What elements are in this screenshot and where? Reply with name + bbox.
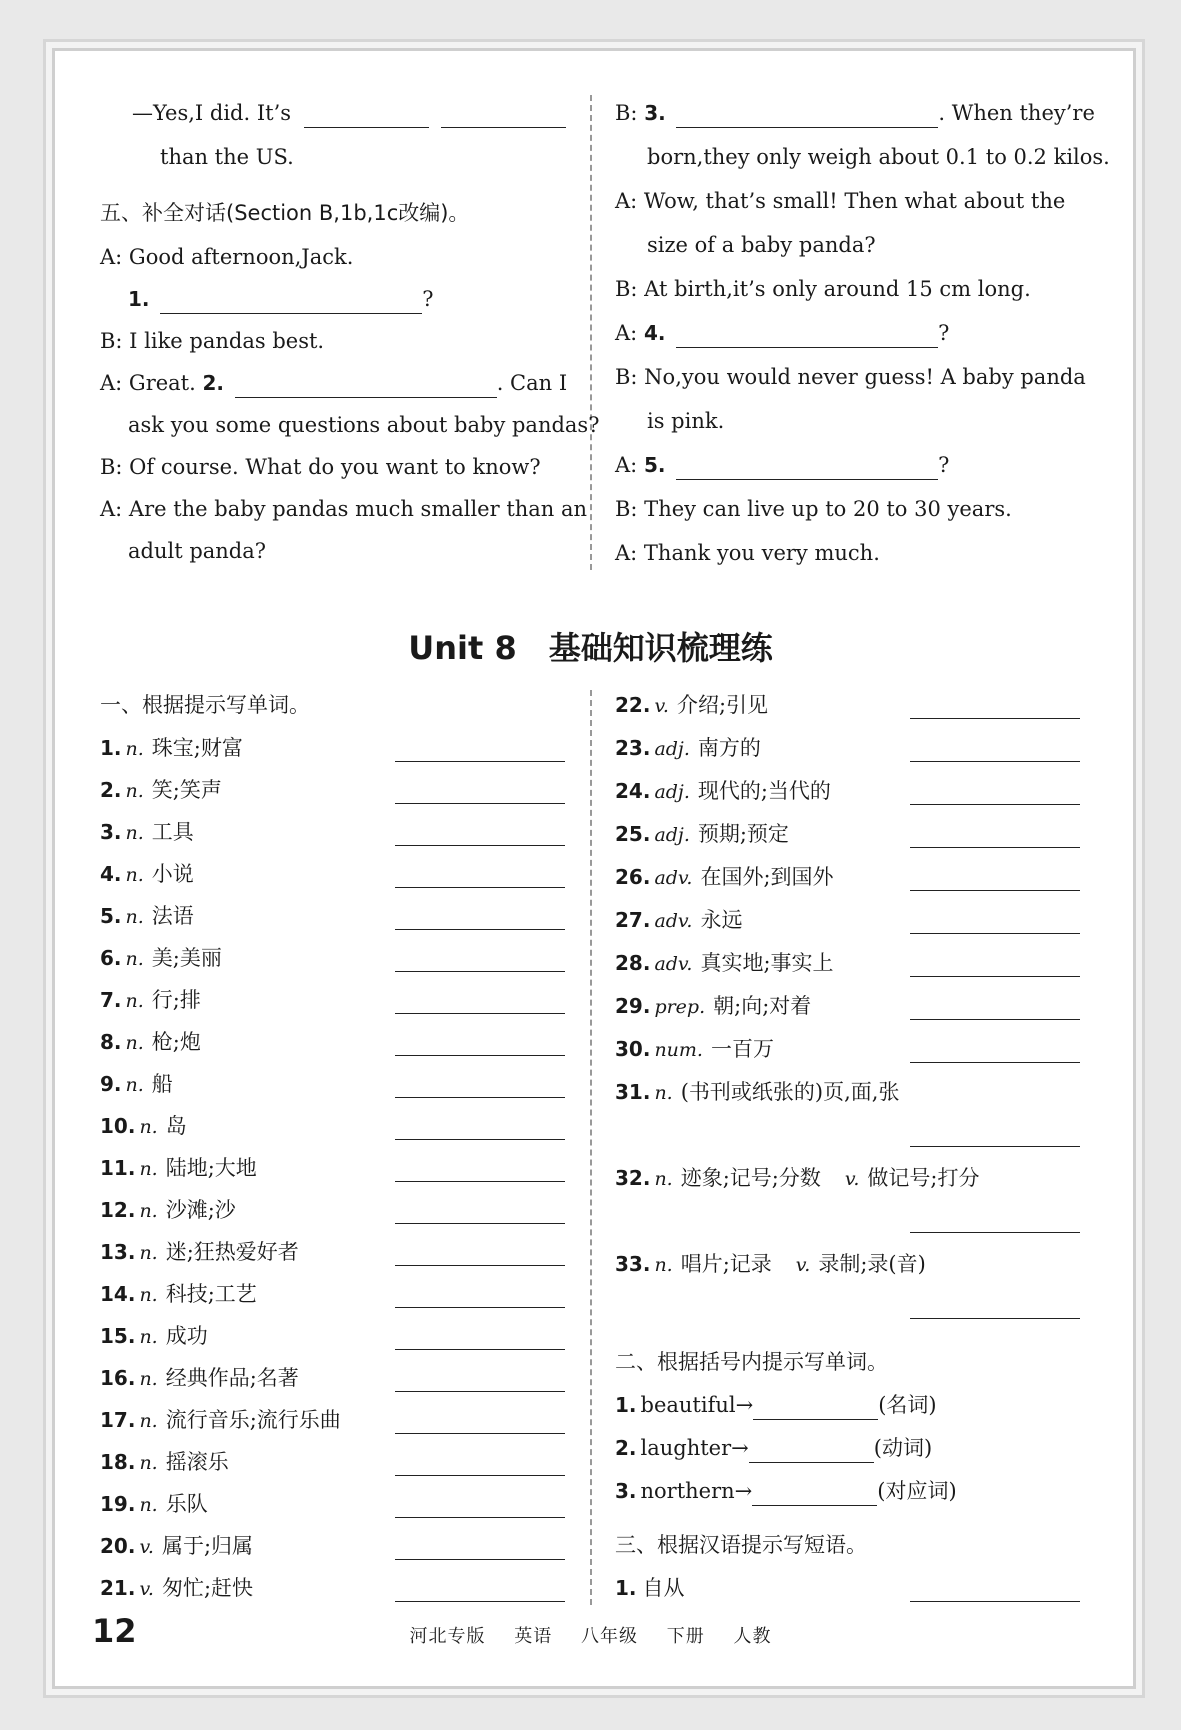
part-of-speech: n. bbox=[125, 822, 144, 844]
item-meaning: 预期;预定 bbox=[697, 822, 789, 846]
item-meaning: 摇滚乐 bbox=[165, 1450, 229, 1474]
part-of-speech: adv. bbox=[654, 867, 693, 889]
part-of-speech: n. bbox=[125, 948, 144, 970]
item-number: 2. bbox=[100, 778, 122, 802]
vocab-item bbox=[100, 1111, 565, 1141]
answer-blank[interactable] bbox=[395, 819, 565, 846]
part-of-speech-2: v. bbox=[795, 1254, 811, 1276]
dialogue-line bbox=[615, 274, 1080, 304]
dialogue-text: size of a baby panda? bbox=[647, 233, 876, 257]
item-number: 29. bbox=[615, 994, 651, 1018]
item-number: 20. bbox=[100, 1534, 136, 1558]
item-number: 18. bbox=[100, 1450, 136, 1474]
dialogue-line bbox=[615, 318, 1080, 348]
answer-blank[interactable] bbox=[910, 950, 1080, 977]
part-of-speech: v. bbox=[139, 1578, 154, 1600]
answer-blank[interactable] bbox=[910, 864, 1080, 891]
answer-blank[interactable] bbox=[395, 1323, 565, 1350]
dialogue-line bbox=[100, 368, 568, 398]
item-number: 33. bbox=[615, 1252, 651, 1276]
item-number: 27. bbox=[615, 908, 651, 932]
item-number: 3. bbox=[615, 1479, 637, 1503]
vocab-item bbox=[615, 1077, 1080, 1107]
vocab-item bbox=[100, 943, 565, 973]
dialogue-line bbox=[615, 362, 1086, 392]
item-number: 19. bbox=[100, 1492, 136, 1516]
item-meaning: 工具 bbox=[151, 820, 194, 844]
answer-blank[interactable] bbox=[441, 105, 566, 128]
vocab-item bbox=[100, 1573, 565, 1603]
dialogue-text: B: At birth,it’s only around 15 cm long. bbox=[615, 277, 1031, 301]
part-of-speech: n. bbox=[139, 1410, 158, 1432]
item-number: 21. bbox=[100, 1576, 136, 1600]
answer-blank[interactable] bbox=[395, 1197, 565, 1224]
vocab-item bbox=[100, 1279, 565, 1309]
word-form-item bbox=[615, 1476, 1080, 1506]
item-number: 6. bbox=[100, 946, 122, 970]
answer-blank[interactable] bbox=[910, 692, 1080, 719]
answer-blank[interactable] bbox=[910, 1292, 1080, 1319]
item-meaning: 小说 bbox=[151, 862, 194, 886]
part-of-speech: adj. bbox=[654, 738, 690, 760]
word-form-hint: (动词) bbox=[873, 1436, 933, 1460]
footer-publisher: 人教 bbox=[733, 1626, 772, 1647]
dialogue-line bbox=[100, 452, 565, 482]
dialogue-text: A: bbox=[615, 321, 638, 345]
question-number: 5. bbox=[643, 453, 666, 477]
part-of-speech: prep. bbox=[654, 996, 706, 1018]
dialogue-text: B: No,you would never guess! A baby panda bbox=[615, 365, 1086, 389]
word-form-item bbox=[615, 1433, 1080, 1463]
dialogue-line bbox=[615, 186, 1080, 216]
answer-blank[interactable] bbox=[395, 1407, 565, 1434]
item-meaning: 在国外;到国外 bbox=[700, 865, 834, 889]
vocab-item bbox=[615, 819, 1080, 849]
item-number: 1. bbox=[100, 736, 122, 760]
answer-blank[interactable] bbox=[304, 105, 429, 128]
answer-blank[interactable] bbox=[910, 993, 1080, 1020]
part-of-speech: adv. bbox=[654, 953, 693, 975]
item-number: 1. bbox=[615, 1393, 637, 1417]
answer-blank[interactable] bbox=[910, 1120, 1080, 1147]
item-meaning: 现代的;当代的 bbox=[697, 779, 831, 803]
item-number: 10. bbox=[100, 1114, 136, 1138]
dialogue-line bbox=[615, 230, 1112, 260]
item-meaning: 沙滩;沙 bbox=[165, 1198, 236, 1222]
dialogue-line bbox=[615, 142, 1112, 172]
dialogue-text: ? bbox=[938, 453, 950, 477]
answer-blank[interactable] bbox=[910, 1575, 1080, 1602]
item-number: 8. bbox=[100, 1030, 122, 1054]
vocab-item bbox=[615, 948, 1080, 978]
dialogue-text: adult panda? bbox=[128, 539, 267, 563]
dialogue-line bbox=[100, 242, 565, 272]
item-number: 3. bbox=[100, 820, 122, 844]
word-form-hint: (名词) bbox=[878, 1393, 937, 1417]
item-number: 15. bbox=[100, 1324, 136, 1348]
dialogue-text: . Can I bbox=[496, 371, 568, 395]
answer-blank[interactable] bbox=[395, 1071, 565, 1098]
item-number: 7. bbox=[100, 988, 122, 1012]
vocab-item bbox=[615, 1249, 1080, 1279]
item-meaning: 行;排 bbox=[151, 988, 201, 1012]
question-number: 3. bbox=[644, 101, 666, 125]
footer-subject: 英语 bbox=[514, 1626, 553, 1647]
vocab-item bbox=[100, 775, 565, 805]
answer-blank[interactable] bbox=[395, 1365, 565, 1392]
dialogue-text: ? bbox=[938, 321, 950, 345]
answer-blank-5[interactable] bbox=[676, 457, 938, 480]
page-number: 12 bbox=[92, 1612, 137, 1650]
footer-grade: 八年级 bbox=[581, 1626, 638, 1647]
answer-blank[interactable] bbox=[395, 1029, 565, 1056]
item-meaning: 迹象;记号;分数 bbox=[680, 1166, 821, 1190]
vocab-item bbox=[615, 905, 1080, 935]
vocab-item bbox=[100, 1363, 565, 1393]
answer-blank[interactable] bbox=[753, 1397, 878, 1420]
part-of-speech: v. bbox=[139, 1536, 154, 1558]
question-number: 1. bbox=[128, 287, 150, 311]
answer-blank[interactable] bbox=[395, 903, 565, 930]
vocab-item bbox=[100, 859, 565, 889]
answer-blank[interactable] bbox=[749, 1440, 874, 1463]
part-of-speech: n. bbox=[654, 1254, 673, 1276]
item-number: 16. bbox=[100, 1366, 136, 1390]
answer-blank[interactable] bbox=[395, 1575, 565, 1602]
answer-blank[interactable] bbox=[910, 735, 1080, 762]
item-meaning: 匆忙;赶快 bbox=[161, 1576, 254, 1600]
item-number: 13. bbox=[100, 1240, 136, 1264]
vocab-item bbox=[100, 1489, 565, 1519]
phrase-hint: 自从 bbox=[642, 1576, 685, 1600]
part-of-speech: n. bbox=[125, 738, 144, 760]
item-meaning: 迷;狂热爱好者 bbox=[165, 1240, 299, 1264]
vocab-item bbox=[615, 862, 1080, 892]
part-of-speech: n. bbox=[125, 1032, 144, 1054]
dialogue-line bbox=[615, 538, 1080, 568]
part-of-speech: n. bbox=[139, 1452, 158, 1474]
dialogue-text: A: Great. bbox=[100, 371, 196, 395]
dialogue-line bbox=[100, 142, 625, 172]
part-of-speech: n. bbox=[125, 780, 144, 802]
part-of-speech: adv. bbox=[654, 910, 693, 932]
vocab-item bbox=[615, 991, 1080, 1021]
vocab-item bbox=[615, 733, 1080, 763]
section3-heading: 三、根据汉语提示写短语。 bbox=[615, 1533, 867, 1557]
dialogue-text: . When they’re bbox=[938, 101, 1095, 125]
base-word: northern→ bbox=[640, 1479, 753, 1503]
vocab-item bbox=[615, 776, 1080, 806]
item-meaning: 真实地;事实上 bbox=[700, 951, 834, 975]
vocab-item bbox=[100, 1447, 565, 1477]
vocab-item bbox=[100, 1531, 565, 1561]
part-of-speech: n. bbox=[139, 1368, 158, 1390]
item-meaning: 经典作品;名著 bbox=[165, 1366, 299, 1390]
dialogue-text: —Yes,I did. It’s bbox=[132, 101, 292, 125]
item-meaning: 流行音乐;流行乐曲 bbox=[165, 1408, 341, 1432]
dialogue-line bbox=[100, 410, 600, 440]
dialogue-text: B: bbox=[615, 101, 638, 125]
dialogue-text: ask you some questions about baby pandas? bbox=[128, 413, 600, 437]
dialogue-text: ? bbox=[422, 287, 434, 311]
answer-blank[interactable] bbox=[395, 1155, 565, 1182]
item-number: 22. bbox=[615, 693, 651, 717]
dialogue-text: B: I like pandas best. bbox=[100, 329, 325, 353]
item-meaning: 乐队 bbox=[165, 1492, 208, 1516]
answer-blank[interactable] bbox=[395, 1113, 565, 1140]
answer-blank[interactable] bbox=[395, 777, 565, 804]
vocab-item bbox=[100, 1195, 565, 1225]
item-number: 30. bbox=[615, 1037, 651, 1061]
dialogue-text: A: Wow, that’s small! Then what about the bbox=[615, 189, 1066, 213]
item-number: 28. bbox=[615, 951, 651, 975]
answer-blank[interactable] bbox=[395, 1281, 565, 1308]
answer-blank-3[interactable] bbox=[676, 105, 938, 128]
base-word: laughter→ bbox=[640, 1436, 749, 1460]
part-of-speech: num. bbox=[654, 1039, 703, 1061]
answer-blank[interactable] bbox=[910, 1206, 1080, 1233]
answer-blank-4[interactable] bbox=[676, 325, 938, 348]
item-number: 2. bbox=[615, 1436, 637, 1460]
answer-blank-1[interactable] bbox=[160, 291, 422, 314]
dialogue-text: A: bbox=[615, 453, 638, 477]
vocab-item bbox=[615, 1034, 1080, 1064]
answer-blank[interactable] bbox=[395, 1533, 565, 1560]
part-of-speech: n. bbox=[139, 1284, 158, 1306]
part-of-speech: n. bbox=[125, 906, 144, 928]
part-of-speech: v. bbox=[654, 695, 669, 717]
item-meaning: 陆地;大地 bbox=[165, 1156, 257, 1180]
item-meaning: 介绍;引见 bbox=[676, 693, 769, 717]
item-number: 32. bbox=[615, 1166, 651, 1190]
dialogue-line bbox=[615, 406, 1112, 436]
item-number: 5. bbox=[100, 904, 122, 928]
unit-title: Unit 8 基础知识梳理练 bbox=[408, 629, 773, 667]
part-of-speech: n. bbox=[139, 1158, 158, 1180]
part-of-speech: n. bbox=[139, 1116, 158, 1138]
item-number: 9. bbox=[100, 1072, 122, 1096]
part-of-speech-2: v. bbox=[844, 1168, 860, 1190]
item-number: 23. bbox=[615, 736, 651, 760]
footer-volume: 下册 bbox=[666, 1626, 705, 1647]
part-of-speech: n. bbox=[139, 1494, 158, 1516]
item-meaning-2: 录制;录(音) bbox=[818, 1252, 926, 1276]
column-divider-bottom bbox=[590, 690, 592, 1605]
dialogue-line bbox=[100, 494, 588, 524]
part-of-speech: n. bbox=[125, 864, 144, 886]
phrase-item bbox=[615, 1573, 1080, 1603]
dialogue-line bbox=[615, 98, 1095, 128]
answer-blank[interactable] bbox=[395, 1449, 565, 1476]
dialogue-text: A: Thank you very much. bbox=[615, 541, 880, 565]
item-meaning: 珠宝;财富 bbox=[151, 736, 243, 760]
part-of-speech: n. bbox=[139, 1200, 158, 1222]
vocab-item bbox=[100, 733, 565, 763]
vocab-item bbox=[100, 985, 565, 1015]
answer-blank[interactable] bbox=[395, 1239, 565, 1266]
item-meaning: 美;美丽 bbox=[151, 946, 222, 970]
item-meaning: 永远 bbox=[700, 908, 743, 932]
vocab-item bbox=[615, 690, 1080, 720]
dialogue-line bbox=[100, 536, 593, 566]
dialogue-text: A: Are the baby pandas much smaller than an bbox=[100, 497, 588, 521]
answer-blank[interactable] bbox=[910, 778, 1080, 805]
answer-blank[interactable] bbox=[395, 735, 565, 762]
item-meaning: 属于;归属 bbox=[161, 1534, 254, 1558]
item-meaning: 科技;工艺 bbox=[165, 1282, 257, 1306]
footer-info bbox=[0, 1622, 1181, 1648]
item-meaning: 一百万 bbox=[710, 1037, 774, 1061]
part-of-speech: adj. bbox=[654, 781, 690, 803]
vocab-item bbox=[100, 1237, 565, 1267]
part-of-speech: n. bbox=[125, 990, 144, 1012]
dialogue-text: is pink. bbox=[647, 409, 725, 433]
dialogue-text: A: Good afternoon,Jack. bbox=[100, 245, 354, 269]
item-number: 25. bbox=[615, 822, 651, 846]
vocab-item bbox=[100, 817, 565, 847]
section2-heading: 二、根据括号内提示写单词。 bbox=[615, 1350, 888, 1374]
part-of-speech: n. bbox=[125, 1074, 144, 1096]
footer-edition: 河北专版 bbox=[409, 1626, 486, 1647]
item-number: 12. bbox=[100, 1198, 136, 1222]
answer-blank[interactable] bbox=[395, 1491, 565, 1518]
vocab-item bbox=[615, 1163, 1080, 1193]
answer-blank[interactable] bbox=[395, 945, 565, 972]
part-of-speech: n. bbox=[139, 1242, 158, 1264]
item-number: 17. bbox=[100, 1408, 136, 1432]
answer-blank[interactable] bbox=[752, 1483, 877, 1506]
item-meaning: 法语 bbox=[151, 904, 194, 928]
dialogue-text: born,they only weigh about 0.1 to 0.2 kilos. bbox=[647, 145, 1110, 169]
item-meaning: 南方的 bbox=[697, 736, 761, 760]
item-meaning: 唱片;记录 bbox=[680, 1252, 772, 1276]
dialogue-line bbox=[100, 98, 597, 128]
answer-blank[interactable] bbox=[395, 861, 565, 888]
item-number: 31. bbox=[615, 1080, 651, 1104]
vocab-item bbox=[100, 1321, 565, 1351]
item-number: 24. bbox=[615, 779, 651, 803]
vocab-item bbox=[100, 1153, 565, 1183]
word-form-item bbox=[615, 1390, 1080, 1420]
question-number: 2. bbox=[202, 371, 224, 395]
answer-blank[interactable] bbox=[910, 1036, 1080, 1063]
part-of-speech: n. bbox=[654, 1082, 673, 1104]
dialogue-text: B: Of course. What do you want to know? bbox=[100, 455, 541, 479]
section1-heading: 一、根据提示写单词。 bbox=[100, 693, 310, 717]
dialogue-text: than the US. bbox=[160, 145, 294, 169]
item-number: 1. bbox=[615, 1576, 637, 1600]
item-number: 14. bbox=[100, 1282, 136, 1306]
item-meaning: 岛 bbox=[165, 1114, 187, 1138]
item-number: 11. bbox=[100, 1156, 136, 1180]
dialogue-text: B: They can live up to 20 to 30 years. bbox=[615, 497, 1012, 521]
answer-blank[interactable] bbox=[910, 907, 1080, 934]
part-of-speech: adj. bbox=[654, 824, 690, 846]
item-meaning: (书刊或纸张的)页,面,张 bbox=[680, 1080, 900, 1104]
item-meaning: 笑;笑声 bbox=[151, 778, 222, 802]
vocab-item bbox=[100, 1069, 565, 1099]
answer-blank[interactable] bbox=[395, 987, 565, 1014]
item-meaning: 枪;炮 bbox=[151, 1030, 201, 1054]
part-of-speech: n. bbox=[654, 1168, 673, 1190]
dialogue-line bbox=[100, 326, 565, 356]
answer-blank-2[interactable] bbox=[235, 375, 497, 398]
item-meaning-2: 做记号;打分 bbox=[867, 1166, 980, 1190]
item-number: 4. bbox=[100, 862, 122, 886]
question-number: 4. bbox=[643, 321, 666, 345]
item-number: 26. bbox=[615, 865, 651, 889]
dialogue-line bbox=[615, 494, 1080, 524]
dialogue-line bbox=[615, 450, 1080, 480]
vocab-item bbox=[100, 1027, 565, 1057]
base-word: beautiful→ bbox=[640, 1393, 754, 1417]
dialogue-line bbox=[100, 284, 593, 314]
word-form-hint: (对应词) bbox=[877, 1479, 957, 1503]
vocab-item bbox=[100, 1405, 565, 1435]
answer-blank[interactable] bbox=[910, 821, 1080, 848]
item-meaning: 成功 bbox=[165, 1324, 208, 1348]
section5-heading: 五、补全对话(Section B,1b,1c改编)。 bbox=[100, 201, 470, 225]
item-meaning: 船 bbox=[151, 1072, 173, 1096]
vocab-item bbox=[100, 901, 565, 931]
item-meaning: 朝;向;对着 bbox=[713, 994, 812, 1018]
part-of-speech: n. bbox=[139, 1326, 158, 1348]
